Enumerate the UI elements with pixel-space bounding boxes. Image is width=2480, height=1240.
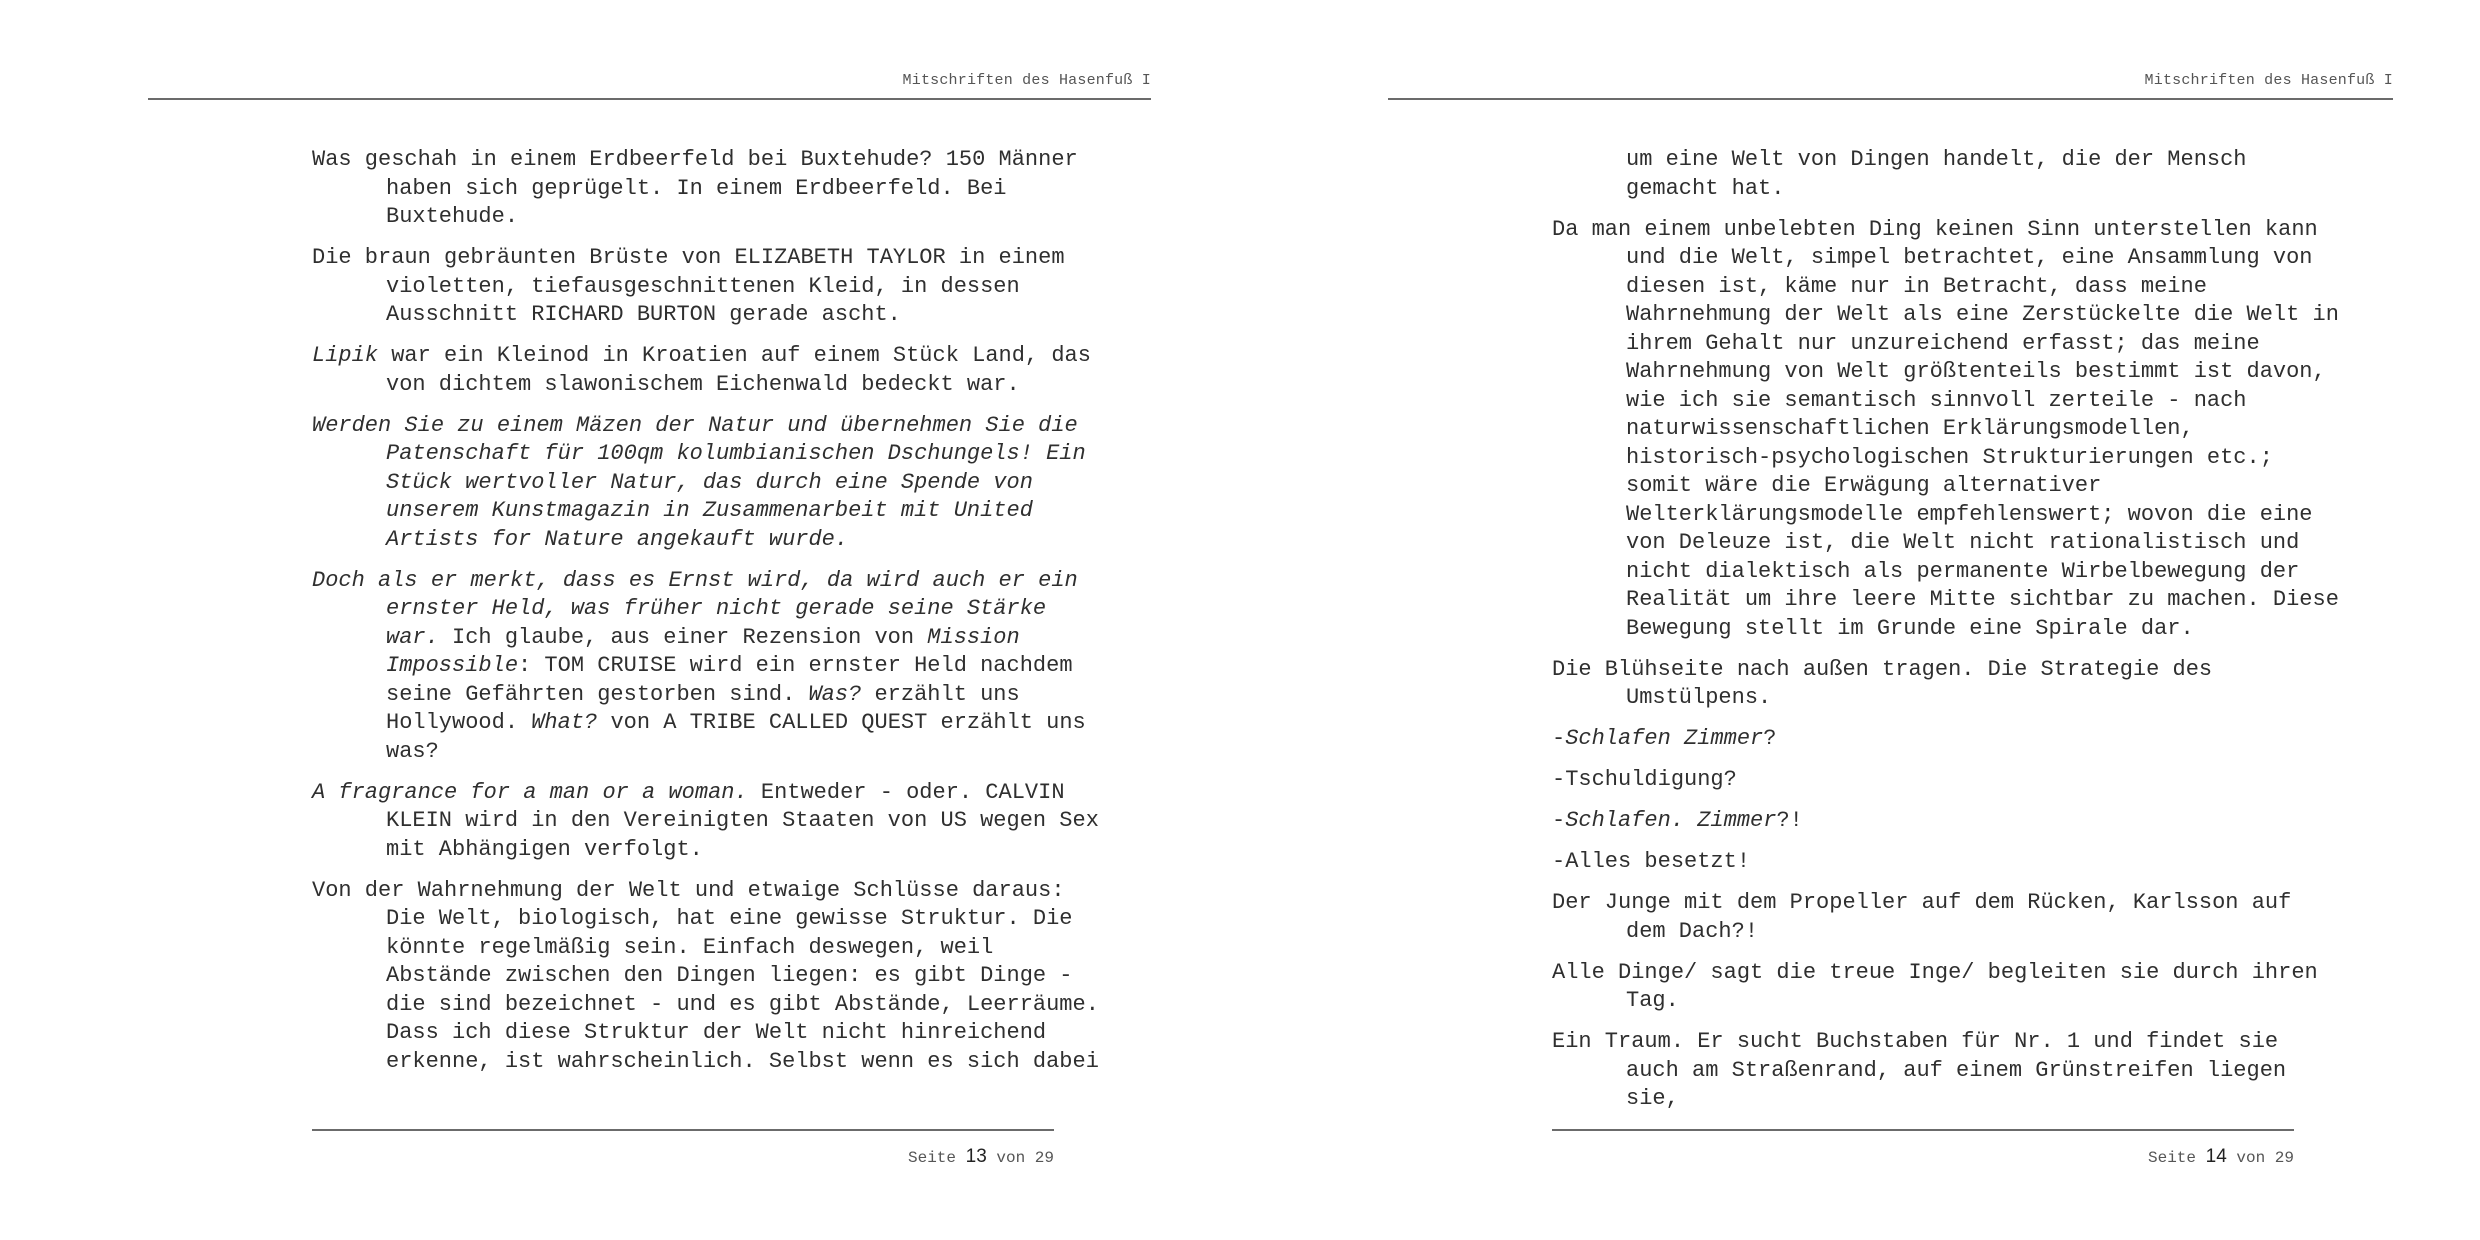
text-run: : TOM CRUISE wird ein ernster Held nachdem seine Gefährten gestorben sind. <box>386 653 1073 707</box>
paragraph <box>1552 889 2342 946</box>
page-number: 14 <box>2205 1146 2227 1167</box>
italic-run: Lipik <box>312 343 379 368</box>
italic-run: Was? <box>808 681 862 707</box>
text-run: Da man einem unbelebten Ding keinen Sinn unterstellen kann und die Welt, simpel betrachtet, eine Ansammlung von diesen ist, käme nur in Betracht, dass meine Wahrnehmung der Welt als eine Zerstückelte die Welt in ihrem Gehalt nur unzureichend erfasst; das meine Wahrnehmung von Welt größtenteils bestimmt ist davon, wie ich sie semantisch sinnvoll zerteile - nach naturwissenschaftlichen Erklärungsmodellen, historisch-psychologischen Strukturierungen etc.; somit wäre die Erwägung alternativer Welterklärungsmodelle empfehlenswert; wovon die eine von Deleuze ist, die Welt nicht rationalistisch und nicht dialektisch als permanente Wirbelbewegung der Realität um ihre leere Mitte sichtbar zu machen. Diese Bewegung stellt im Grunde eine Spirale dar. <box>1552 216 2339 641</box>
text-run: von A TRIBE CALLED QUEST erzählt uns was? <box>386 710 1086 764</box>
paragraph <box>1552 848 2342 877</box>
paragraph <box>312 244 1102 330</box>
text-run: Alle Dinge/ sagt die treue Inge/ begleiten sie durch ihren Tag. <box>1552 959 2318 1013</box>
text-run: erzählt uns Hollywood. <box>386 681 1020 735</box>
text-run: war ein Kleinod in Kroatien auf einem Stück Land, das von dichtem slawonischem Eichenwald bedeckt war. <box>378 343 1091 397</box>
text-run: Was geschah in einem Erdbeerfeld bei Buxtehude? 150 Männer haben sich geprügelt. In einem Erdbeerfeld. Bei Buxtehude. <box>312 147 1078 229</box>
page-footer <box>908 1146 1054 1168</box>
paragraph <box>1552 216 2342 644</box>
page-footer <box>2148 1146 2294 1168</box>
paragraph <box>1552 807 2342 836</box>
text-run: - <box>1552 726 1566 751</box>
paragraph <box>1552 959 2342 1016</box>
running-header: Mitschriften des Hasenfuß I <box>2144 72 2393 89</box>
italic-run: Doch als er merkt, dass es Ernst wird, da wird auch er ein ernster Held, was früher nicht gerade seine Stärke war. <box>312 567 1078 650</box>
footer-separator: von <box>996 1149 1026 1167</box>
italic-run: Werden Sie zu einem Mäzen der Natur und übernehmen Sie die Patenschaft für 100qm kolumbianischen Dschungels! Ein Stück wertvoller Natur, das durch eine Spende von unserem Kunstmagazin in Zusammenarbeit mit United Artists for Nature angekauft wurde. <box>312 412 1086 552</box>
page-number: 13 <box>965 1146 987 1167</box>
footer-prefix: Seite <box>908 1149 957 1167</box>
text-run: Ein Traum. Er sucht Buchstaben für Nr. 1 und findet sie auch am Straßenrand, auf einem Grünstreifen liegen sie, <box>1552 1029 2287 1111</box>
italic-run: Mission Impossible <box>386 624 1020 678</box>
text-run: ? <box>1763 726 1777 751</box>
paragraph <box>1552 725 2342 754</box>
continuation-paragraph: um eine Welt von Dingen handelt, die der Mensch gemacht hat. <box>1626 147 2247 201</box>
paragraph-list <box>1552 216 2342 1114</box>
footer-prefix: Seite <box>2148 1149 2197 1167</box>
paragraph <box>312 779 1102 865</box>
text-run: Die braun gebräunten Brüste von ELIZABETH TAYLOR in einem violetten, tiefausgeschnittenen Kleid, in dessen Ausschnitt RICHARD BURTON gerade ascht. <box>312 245 1065 327</box>
text-run: -Tschuldigung? <box>1552 767 1737 792</box>
text-run: Ich glaube, aus einer Rezension von <box>438 624 928 650</box>
italic-run: Schlafen Zimmer <box>1565 726 1764 751</box>
italic-run: What? <box>531 710 598 735</box>
text-run: ?! <box>1776 808 1803 833</box>
italic-run: Schlafen. Zimmer <box>1565 808 1777 833</box>
text-run: - <box>1552 808 1566 833</box>
text-run: -Alles besetzt! <box>1552 849 1751 874</box>
header-rule <box>1388 98 2393 100</box>
paragraph <box>312 567 1102 767</box>
paragraph <box>312 412 1102 555</box>
text-run: Entweder - oder. CALVIN KLEIN wird in den Vereinigten Staaten von US wegen Sex mit Abhängigen verfolgt. <box>386 779 1099 862</box>
italic-run: A fragrance for a man or a woman. <box>312 779 748 805</box>
page-body <box>312 146 1102 1089</box>
footer-rule <box>1552 1129 2294 1131</box>
footer-separator: von <box>2236 1149 2266 1167</box>
page-body <box>1552 146 2342 1126</box>
text-run: Die Blühseite nach außen tragen. Die Strategie des Umstülpens. <box>1552 656 2213 710</box>
footer-rule <box>312 1129 1054 1131</box>
page-total: 29 <box>1034 1149 1054 1167</box>
right-page <box>1240 0 2480 1240</box>
paragraph <box>312 146 1102 232</box>
paragraph <box>1552 1028 2342 1114</box>
paragraph <box>312 342 1102 399</box>
paragraph <box>1552 656 2342 713</box>
running-header: Mitschriften des Hasenfuß I <box>902 72 1151 89</box>
text-run: Von der Wahrnehmung der Welt und etwaige Schlüsse daraus: Die Welt, biologisch, hat eine gewisse Struktur. Die könnte regelmäßig sein. Einfach deswegen, weil Abstände zwischen den Dingen liegen: es gibt Dinge - die sind bezeichnet - und es gibt Abstände, Leerräume. Dass ich diese Struktur der Welt nicht hinreichend erkenne, ist wahrscheinlich. Selbst wenn es sich dabei <box>312 877 1099 1074</box>
paragraph <box>1552 766 2342 795</box>
page-total: 29 <box>2274 1149 2294 1167</box>
text-run: Der Junge mit dem Propeller auf dem Rücken, Karlsson auf dem Dach?! <box>1552 890 2292 944</box>
header-rule <box>148 98 1151 100</box>
paragraph <box>312 877 1102 1077</box>
